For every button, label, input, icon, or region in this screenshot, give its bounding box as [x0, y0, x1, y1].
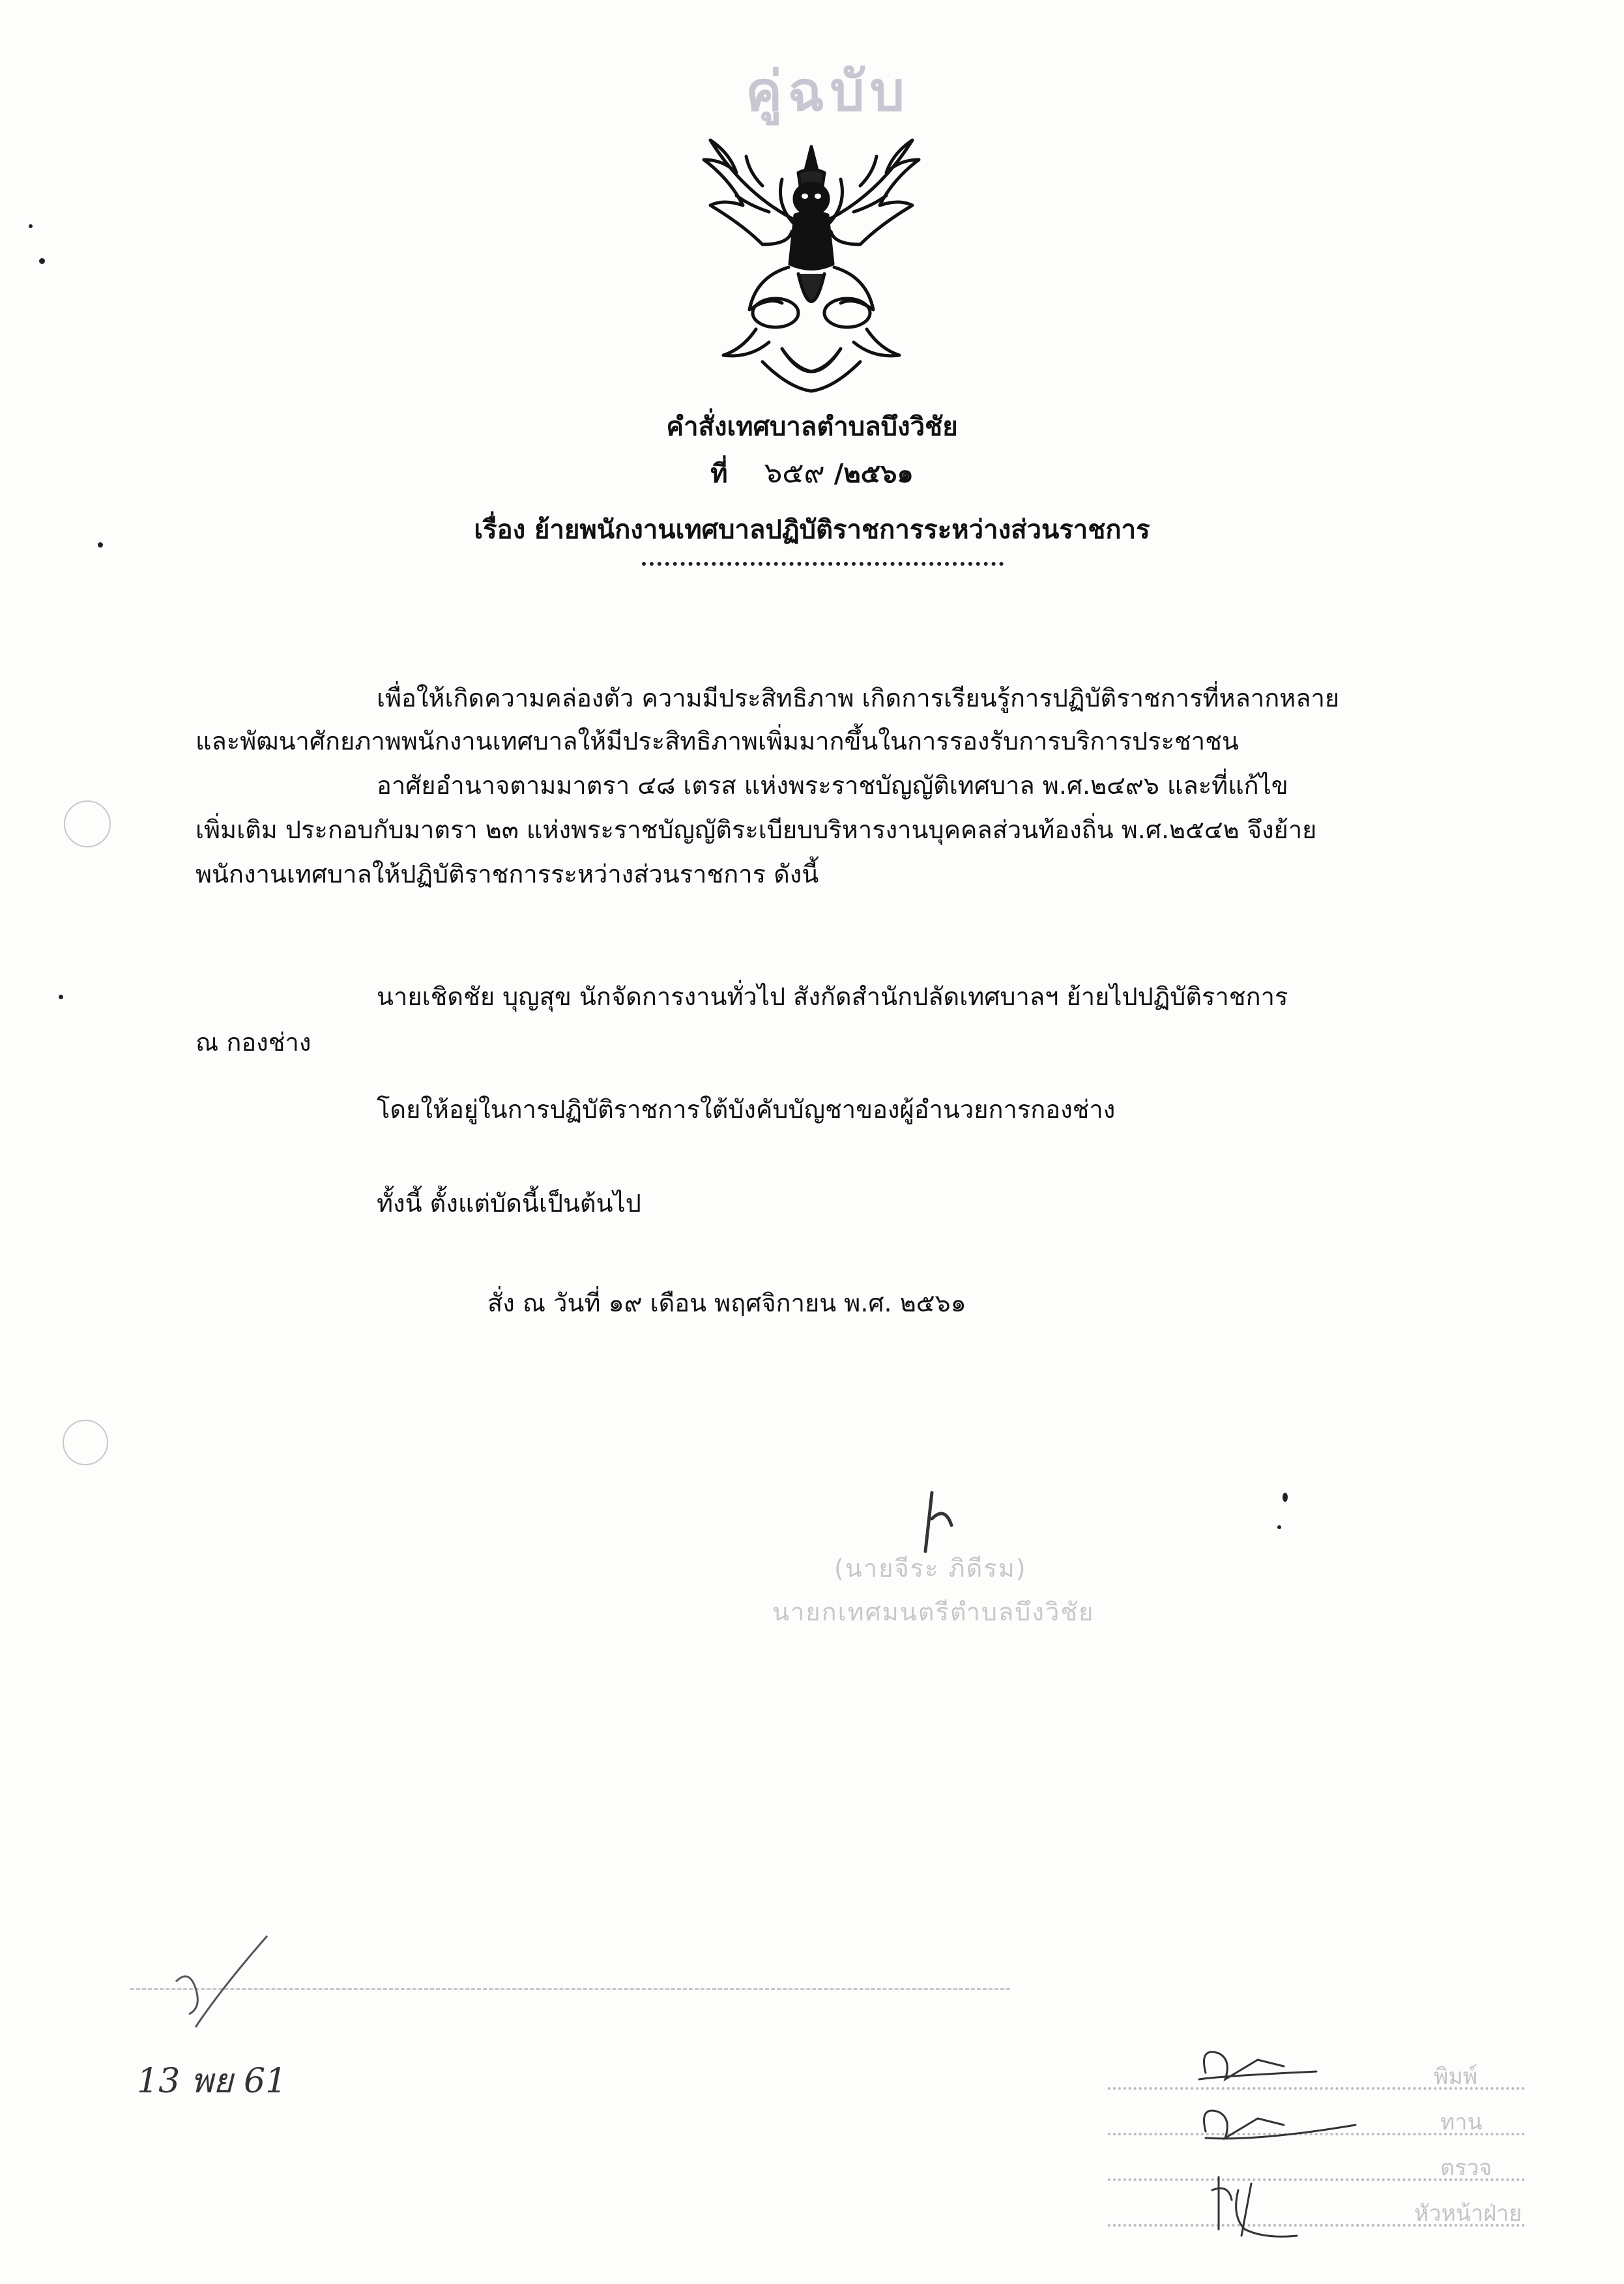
paragraph-3-line-2: ณ กองช่าง	[196, 1028, 312, 1057]
dotted-separator	[642, 562, 1004, 566]
copy-stamp: คู่ฉบับ	[745, 59, 910, 123]
garuda-emblem-icon	[684, 134, 938, 394]
paragraph-2-line-1: อาศัยอำนาจตามมาตรา ๔๘ เตรส แห่งพระราชบัญญัติเทศบาล พ.ศ.๒๔๙๖ และที่แก้ไข	[377, 771, 1288, 800]
paragraph-1-line-1: เพื่อให้เกิดความคล่องตัว ความมีประสิทธิภาพ เกิดการเรียนรู้การปฏิบัติราชการที่หลากหลาย	[377, 684, 1340, 712]
initial-label: พิมพ์	[1434, 2064, 1478, 2090]
paragraph-4: โดยให้อยู่ในการปฏิบัติราชการใต้บังคับบัญชาของผู้อำนวยการกองช่าง	[377, 1095, 1116, 1124]
signatory-position: นายกเทศมนตรีตำบลบึงวิชัย	[772, 1598, 1095, 1626]
scan-speck	[39, 258, 45, 264]
order-number	[0, 450, 1624, 495]
order-number-suffix: /๒๕๖๑	[834, 459, 914, 489]
order-title: คำสั่งเทศบาลตำบลบึงวิชัย	[666, 412, 958, 442]
order-subject: เรื่อง ย้ายพนักงานเทศบาลปฏิบัติราชการระหว่างส่วนราชการ	[474, 515, 1150, 545]
initial-label: หัวหน้าฝ่าย	[1414, 2201, 1522, 2227]
initial-label: ตรวจ	[1440, 2155, 1492, 2181]
paragraph-3-line-1: นายเชิดชัย บุญสุข นักจัดการงานทั่วไป สังกัดสำนักปลัดเทศบาลฯ ย้ายไปปฏิบัติราชการ	[377, 982, 1288, 1011]
order-number-prefix: ที่	[710, 459, 728, 489]
scan-speck	[1283, 1493, 1288, 1502]
routing-signatures-icon	[1193, 2021, 1388, 2255]
order-date: สั่ง ณ วันที่ ๑๙ เดือน พฤศจิกายน พ.ศ. ๒๕๖๑	[487, 1289, 966, 1317]
scan-speck	[59, 995, 63, 999]
signatory-name: (นายจีระ ภิดีรม)	[834, 1554, 1027, 1583]
scan-speck	[29, 224, 33, 228]
paragraph-2-line-2: เพิ่มเติม ประกอบกับมาตรา ๒๓ แห่งพระราชบัญญัติระเบียบบริหารงานบุคคลส่วนท้องถิ่น พ.ศ.๒๕๔๒ จึงย้าย	[196, 815, 1317, 844]
handwritten-date: 13 พย 61	[137, 2062, 287, 2101]
scan-stain	[64, 800, 111, 847]
scan-speck	[1277, 1525, 1281, 1529]
paragraph-2-line-3: พนักงานเทศบาลให้ปฏิบัติราชการระหว่างส่วนราชการ ดังนี้	[196, 860, 819, 888]
paragraph-5: ทั้งนี้ ตั้งแต่บัดนี้เป็นต้นไป	[377, 1189, 641, 1218]
scan-speck	[98, 542, 103, 548]
initial-label: ทาน	[1440, 2109, 1483, 2135]
signature-scribble-icon	[749, 1480, 1140, 1558]
paragraph-1-line-2: และพัฒนาศักยภาพพนักงานเทศบาลให้มีประสิทธิภาพเพิ่มมากขึ้นในการรองรับการบริการประชาชน	[196, 727, 1239, 755]
order-number-handwritten: ๖๕๙	[764, 456, 825, 490]
handwritten-initial-icon	[150, 1929, 293, 2034]
scan-stain	[63, 1420, 108, 1465]
